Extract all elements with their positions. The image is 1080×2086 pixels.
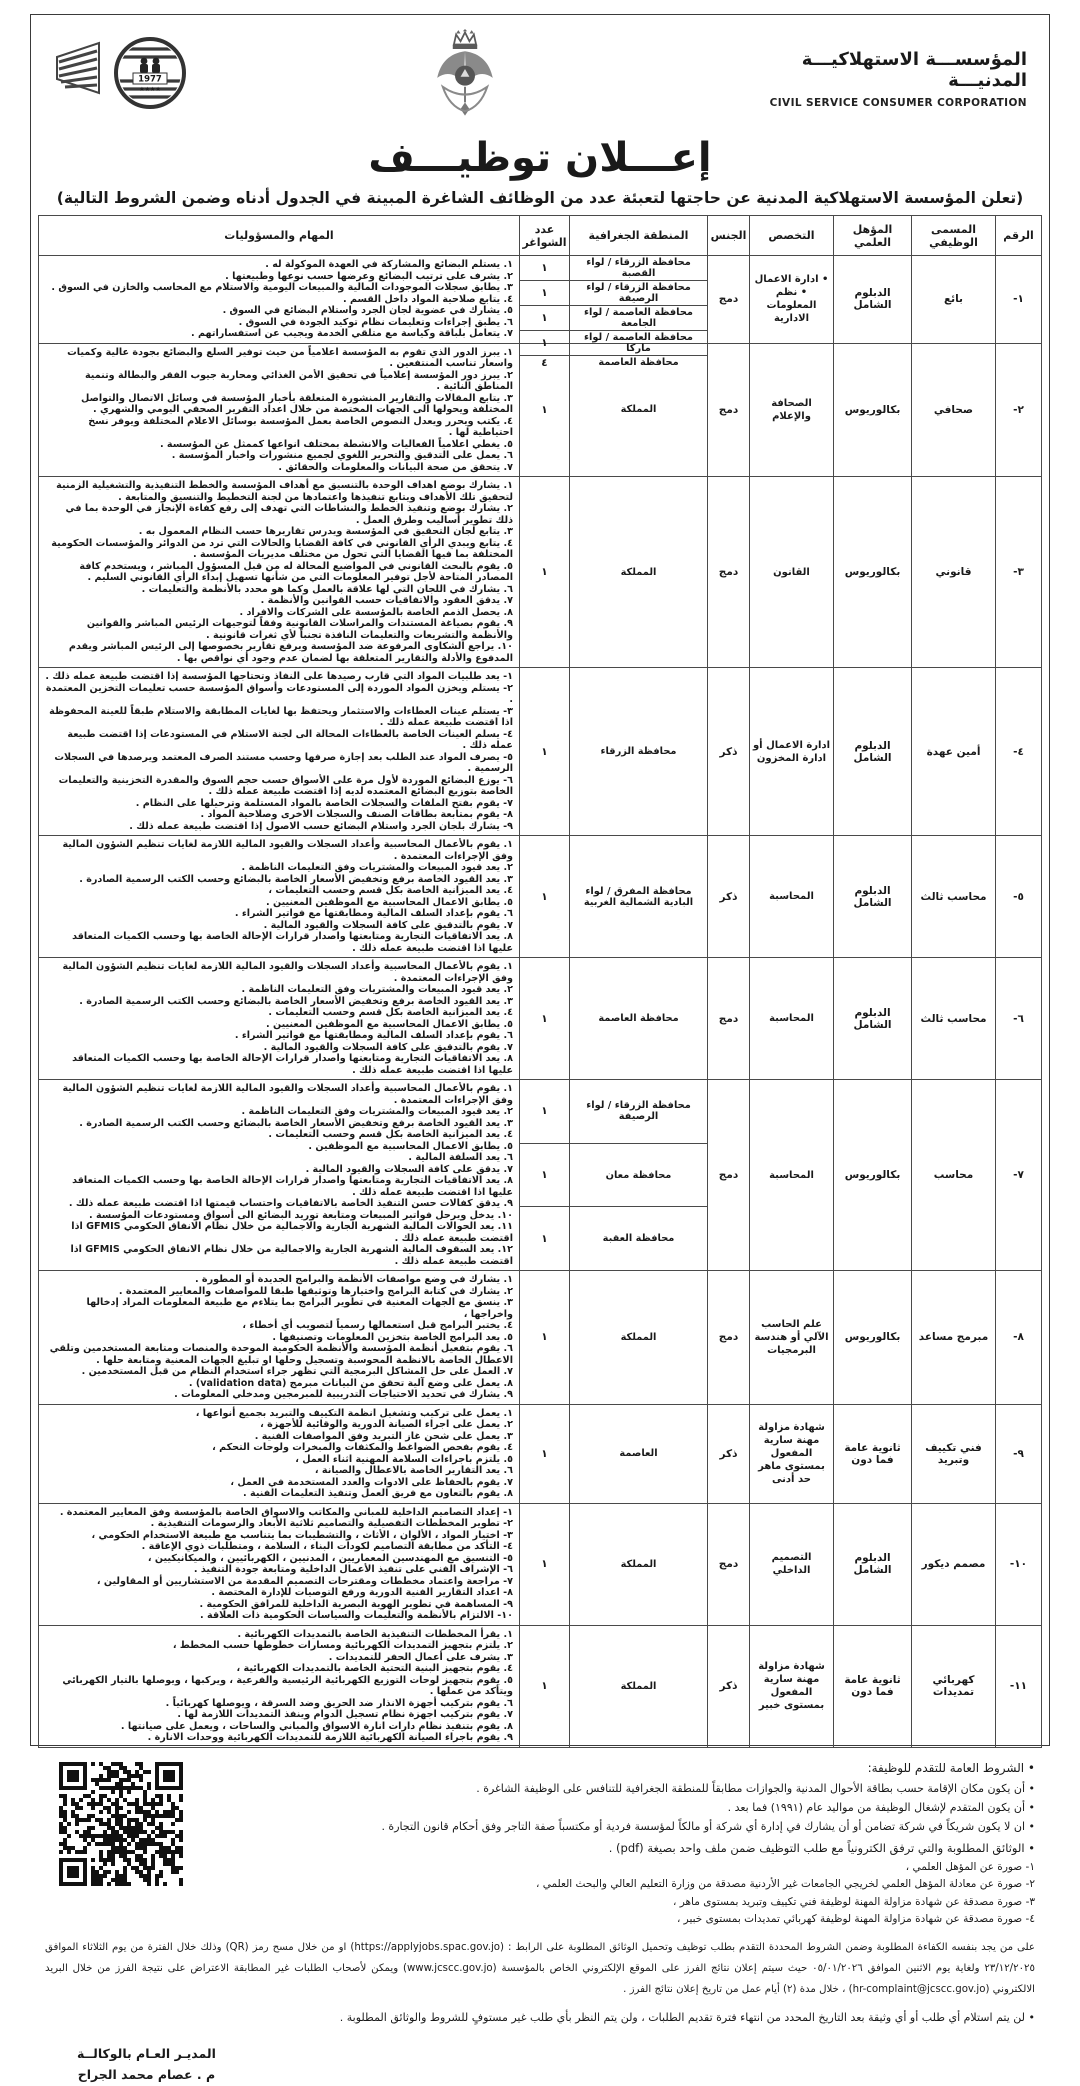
region-row	[520, 281, 707, 306]
task-line: ٣. يطابق سجلات الموجودات المالية والمبيعات اليومية والاستلام مع المحاسب والخازن في السوق .	[51, 282, 513, 293]
gender: ذكر	[708, 668, 750, 836]
specialization-line: القانون	[773, 566, 810, 578]
task-line: ٨- اعداد التقارير الفنية الدورية ورفع التوصيات للإدارة المختصة .	[211, 1587, 513, 1598]
specialization	[750, 1271, 834, 1405]
vacancy-count: ١	[541, 1169, 548, 1181]
svg-text:★★★★: ★★★★	[139, 86, 161, 93]
task-line: ١. يشارك في وضع مواصفات الأنظمة والبرامج الجديدة أو المطورة .	[194, 1274, 513, 1285]
task-line: ٩. يدقق كفالات حسن التنفيذ الخاصة بالاتفاقيات واحتساب قيمتها اذا اقتضت طبيعة عمله ذلك .	[68, 1198, 513, 1209]
task-line: ٢- تطوير المخططات التفصيلية والتصاميم ثلاثية الأبعاد والرسومات التنفيذية .	[150, 1518, 513, 1529]
task-line: ٤. يعد الميزانية الخاصة بكل قسم وحسب التعليمات .	[268, 1129, 513, 1140]
task-line: ٧- مراجعة واعتماد مخططات ومقترحات التصميم المقدمة من الاستشاريين أو المقاولين ،	[96, 1575, 513, 1587]
task-line: ٨. يعمل على وضع آلية تحقق من البيانات مبرمج (validation data) .	[188, 1377, 513, 1389]
vacancy-count: ١	[541, 287, 548, 299]
task-line: ٩. يقوم بصياغة المستندات والمراسلات القانونية وفقاً لتوجيهات الرئيس المباشر والقوانين والأنظمة والتشريعات والتعليمات النافذة تجنباً لأي ثغرات قانونية .	[86, 618, 513, 641]
row-number: ١-	[996, 256, 1042, 344]
region-name: المملكة	[570, 477, 708, 668]
qualification: الدبلوم الشامل	[834, 1503, 912, 1625]
job-title: صحافي	[912, 343, 996, 477]
task-line: ٣. ينسق مع الجهات المعنية في تطوير البرامج بما يتلاءم مع طبيعة المعلومات المراد إدخالها واخراجها ،	[86, 1297, 513, 1320]
vacancy-count: ١	[520, 668, 570, 836]
signature-block	[77, 2044, 216, 2085]
regions-cell	[520, 1080, 708, 1271]
task-line: ٣. يتابع المقالات والتقارير المنشورة المتعلقة بأخبار المؤسسة في وسائل الاتصال والتواصل المختلفة ويحولها الى الجهات المختصة من خلال اعداد التقرير الصحفي اليومي والشهري .	[81, 392, 513, 415]
gender: دمج	[708, 477, 750, 668]
job-title: كهربائي تمديدات	[912, 1625, 996, 1747]
specialization-line: • ادارة الاعمال	[754, 274, 829, 286]
job-row	[39, 1080, 1042, 1271]
task-line: ٧. يقوم بالتدقيق على كافة السجلات والقيود المالية .	[263, 1041, 513, 1053]
specialization	[750, 477, 834, 668]
job-title: قانوني	[912, 477, 996, 668]
specialization	[750, 256, 834, 344]
row-number: ١٠-	[996, 1503, 1042, 1625]
vacancy-count: ١	[541, 1105, 548, 1118]
column-header-3: التخصص	[750, 216, 834, 256]
task-line: ٢. يبرز دور المؤسسة إعلامياً في تحقيق الأمن الغذائي ومحاربة جيوب الفقر والبطالة وتنمية المناطق النائية .	[84, 369, 513, 392]
task-line: ٤. يعد الميزانية الخاصة بكل قسم وحسب التعليمات ،	[268, 885, 513, 896]
tasks-cell	[39, 1271, 520, 1405]
region-name: محافظة العاصمة / لواء ماركا	[569, 331, 707, 355]
task-line: ٩- المساهمة في تطوير الهوية البصرية الداخلية للمرافق الحكومية .	[199, 1598, 513, 1610]
conditions-list	[215, 1779, 1035, 1837]
ad-frame	[30, 14, 1050, 2082]
tasks-cell	[39, 668, 520, 836]
documents-list	[215, 1859, 1035, 1928]
task-line: ٤. يكتب ويحرر ويعدل النصوص الخاصة بعمل المؤسسة بوسائل الاعلام المختلفة ويوفر نسخ احتياطية لها .	[88, 415, 513, 438]
cscc-logo-icon	[53, 31, 203, 123]
job-title: مبرمج مساعد	[912, 1271, 996, 1405]
task-line: ١٠. يراجع الشكاوى المرفوعة ضد المؤسسة ويرفع تقارير بخصوصها إلى الرئيس المباشر ويقدم المدفوع والأدلة والتقارير المتعلقة بها لضمان عدم وجود أي نواقص بها .	[68, 641, 513, 664]
task-line: ٥. يقوم بالبحث القانوني في المواضيع المحالة له من قبل المسؤول المباشر ، ويستخدم كافة المصادر المتاحة لأجل توفير المعلومات التي من شأنها تسهيل إبداء الرأي القانوني السليم .	[79, 560, 513, 583]
task-line: ١. يعمل على تركيب وتشغيل انظمة التكييف والتبريد بجميع أنواعها ،	[195, 1407, 513, 1419]
task-line: ١٠. يدخل ويرحل فواتير المبيعات ومتابعة توريد البضائع الى أسواق ومستودعات المؤسسة .	[88, 1209, 513, 1221]
job-row	[39, 668, 1042, 836]
task-line: ٩- يشارك بلجان الجرد واستلام البضائع حسب الاصول إذا اقتضت طبيعة عمله ذلك .	[129, 820, 513, 832]
job-row	[39, 836, 1042, 958]
task-line: ٣- اختيار المواد ، الألوان ، الأثاث ، والتشطيبات بما يتناسب مع طبيعة الاستخدام الحكومي ،	[91, 1529, 513, 1541]
row-number: ١١-	[996, 1625, 1042, 1747]
row-number: ٣-	[996, 477, 1042, 668]
region-name: محافظة الزرقاء / لواء القصبة	[569, 256, 707, 280]
vacancy-count: ١	[520, 343, 570, 477]
document-item: ٤- صورة مصدقة عن شهادة مزاولة المهنة لوظيفة كهربائي تمديدات بمستوى خبير ،	[676, 1912, 1035, 1925]
task-line: ١. يقوم بالأعمال المحاسبية وأعداد السجلات والقيود المالية اللازمة لغايات تنظيم الشؤون المالية وفق الإجراءات المعتمدة .	[62, 1083, 513, 1106]
tasks-list	[39, 836, 519, 957]
task-line: ٨. يحصل الذمم الخاصة بالمؤسسة على الشركات والافراد .	[239, 606, 513, 618]
qualification: بكالوريوس	[834, 477, 912, 668]
job-title: مصمم ديكور	[912, 1503, 996, 1625]
org-name-arabic: المؤسســـة الاستهلاكيـــة المدنيـــة	[801, 49, 1027, 91]
tasks-list	[39, 1626, 519, 1747]
job-title: أمين عهدة	[912, 668, 996, 836]
task-line: ٧. يدقق العقود والاتفاقيات حسب القوانين والأنظمة .	[260, 595, 513, 606]
task-line: ٨. يعد الاتفاقيات التجارية ومتابعتها واصدار قرارات الإحالة الخاصة بها وحسب الكميات المتعاقد عليها اذا اقتضت طبيعة عمله ذلك .	[72, 1175, 513, 1198]
tasks-cell	[39, 256, 520, 344]
task-line: ٣. يعد القيود الخاصة برفع وتخفيض الأسعار الخاصة بالبضائع وحسب الكتب الرسمية الصادرة .	[79, 995, 513, 1007]
column-header-1: المسمى الوظيفي	[912, 216, 996, 256]
task-line: ٣. يعد القيود الخاصة برفع وتخفيض الأسعار الخاصة بالبضائع وحسب الكتب الرسمية الصادرة .	[79, 1117, 513, 1129]
task-line: ١. يشارك بوضع اهداف الوحدة بالتنسيق مع أهداف المؤسسة والخطط التنفيذية والتشغيلية الزمنية لتحقيق تلك الأهداف ويتابع تنفيذها واعتمادها من لجنة التخطيط والتنسيق والمتابعة .	[56, 480, 513, 503]
specialization-line: ادارة الاعمال أو ادارة المخزون	[752, 739, 831, 764]
task-line: ٧. يقوم بالحفاظ على الادوات والعدد المستخدمة في العمل ،	[230, 1476, 513, 1488]
job-title: محاسب ثالث	[912, 958, 996, 1080]
specialization	[750, 836, 834, 958]
task-line: ٦. يعد السلفة المالية .	[408, 1152, 513, 1163]
tasks-cell	[39, 1404, 520, 1503]
regions-list	[520, 1080, 707, 1270]
tasks-list	[39, 668, 519, 835]
job-row	[39, 958, 1042, 1080]
vacancy-count: ١	[520, 477, 570, 668]
task-line: ٨. يقوم بتنفيذ نظام دارات انارة الاسواق والمباني والساحات ، ويعمل على صيانتها .	[120, 1720, 513, 1732]
qualification: بكالوريوس	[834, 343, 912, 477]
task-line: ٥. يشارك في عضوية لجان الجرد واستلام البضائع في السوق .	[222, 305, 513, 316]
task-line: ٨. يعد الاتفاقيات التجارية ومتابعتها واصدار قرارات الإحالة الخاصة بها وحسب الكميات المتعاقد عليها اذا اقتضت طبيعة عمله ذلك .	[72, 1053, 513, 1076]
task-line: ٧- يقوم بفتح الملفات والسجلات الخاصة بالمواد المستلمة وترحيلها على النظام .	[135, 797, 513, 809]
task-line: ٢. يعمل على اجراء الصيانة الدورية والوقائية للأجهزة ،	[260, 1419, 513, 1430]
region-name: المملكة	[570, 343, 708, 477]
task-line: ٥. يطابق الاعمال المحاسبية مع الموظفين .	[308, 1140, 513, 1152]
vacancy-count: ١	[520, 836, 570, 958]
specialization-line: المحاسبة	[769, 1013, 814, 1024]
task-line: ٥. يغطي اعلامياً الفعاليات والانشطة بمختلف انواعها كممثل عن المؤسسة .	[159, 438, 513, 450]
task-line: ٥. يلتزم باجراءات السلامة المهنية اثناء العمل ،	[295, 1453, 513, 1465]
task-line: ٧. يقوم بتركيب اجهزة نظام تسجيل الدوام وينفذ التمديدات اللازمة لها .	[177, 1709, 513, 1720]
task-line: ٢. يشرف على ترتيب البضائع وعرضها حسب نوعها وطبيعتها .	[225, 270, 513, 282]
region-name: محافظة معان	[569, 1144, 707, 1207]
condition-item: • ان لا يكون شريكاً في شركة تضامن أو أن يشارك في إدارة أي شركة أو مالكاً لمؤسسة فردية أو مكتسباً صفة التاجر وفق أحكام قانون التجارة .	[381, 1820, 1035, 1833]
ad-title: إعـــلان توظيـــف	[368, 135, 712, 181]
job-row	[39, 1404, 1042, 1503]
task-line: ٥- يصرف المواد عند الطلب بعد إجازة صرفها وحسب مستند الصرف المعتمد ويرصدها في السجلات الرسمية .	[54, 751, 513, 774]
documents-heading: • الوثائق المطلوبة والتي ترفق الكترونياً مع طلب التوظيف ضمن ملف واحد بصيغة (pdf) .	[608, 1841, 1035, 1856]
task-line: ٩. يقوم باجراء الصيانة الكهربائية اللازمة للتمديدات الكهربائية ووحدات الانارة .	[147, 1732, 513, 1743]
tasks-list	[39, 1271, 519, 1404]
gender: ذكر	[708, 836, 750, 958]
vacancy-count: ١	[520, 958, 570, 1080]
task-line: ١. يقرأ المخططات التنفيذية الخاصة بالتمديدات الكهربائية .	[237, 1628, 513, 1640]
task-line: ١- يعد طلبيات المواد التي قارب رصيدها على النفاذ وتحتاجها المؤسسة إذا اقتضت طبيعة عمله ذلك .	[45, 671, 513, 682]
column-header-0: الرقم	[996, 216, 1042, 256]
vacancies-table	[38, 215, 1042, 1748]
task-line: ٤- يسلم العينات الخاصة بالعطاءات المحالة الى لجنة الاستلام في المستودعات إذا اقتضت طبيعة عمله ذلك .	[67, 728, 513, 751]
task-line: ٣- يستلم عينات العطاءات والاستثمار ويحتفظ بها لغايات المطابقة والاستلام طبقاً للعينة المحفوظة اذا اقتضت طبيعة عمله ذلك .	[49, 705, 513, 728]
document-item: ٢- صورة عن معادلة المؤهل العلمي لخريجي الجامعات غير الأردنية مصدقة من وزارة التعليم العالي والبحث العلمي ،	[536, 1878, 1035, 1891]
row-number: ٦-	[996, 958, 1042, 1080]
tasks-list	[39, 477, 519, 667]
final-note: • لن يتم استلام أي طلب أو أي وثيقة بعد التاريخ المحدد من انتهاء فترة تقديم الطلبات ، ولن يتم النظر بأي طلب غير مستوفٍ للشروط والوثائق المطلوبة .	[339, 2010, 1035, 2024]
task-line: ١١. يعد الحوالات المالية الشهرية الجارية والاجمالية من خلال نظام الانفاق الحكومي GFMIS اذا اقتضت طبيعة عمله ذلك .	[71, 1221, 513, 1244]
job-title: محاسب	[912, 1080, 996, 1271]
specialization-line: علم الحاسب الآلي أو هندسة البرمجيات	[754, 1318, 829, 1356]
logo-year-text: 1977	[138, 74, 162, 85]
specialization	[750, 343, 834, 477]
task-line: ٩. يشارك في تحديد الاحتياجات التدريبية للمبرمجين ومدخلي المعلومات .	[174, 1389, 513, 1400]
org-names	[727, 31, 1027, 109]
qualification: الدبلوم الشامل	[834, 958, 912, 1080]
vacancy-count: ١	[541, 312, 548, 324]
jordan-coat-of-arms-icon	[420, 29, 510, 129]
vacancy-count: ١	[520, 1625, 570, 1747]
specialization-line: المحاسبة	[769, 891, 814, 902]
qualification: الدبلوم الشامل	[834, 836, 912, 958]
task-line: ١- إعداد التصاميم الداخلية للمباني والمكاتب والاسواق الخاصة بالمؤسسة وفق المعايير المعتمدة .	[59, 1506, 513, 1518]
vacancy-count: ١	[541, 1232, 548, 1245]
region-row	[520, 1207, 707, 1270]
gender: ذكر	[708, 1625, 750, 1747]
specialization-line: التصميم الداخلي	[771, 1552, 812, 1576]
vacancy-count: ٤	[541, 356, 548, 369]
qualification: الدبلوم الشامل	[834, 668, 912, 836]
column-header-2: المؤهل العلمي	[834, 216, 912, 256]
job-row	[39, 1625, 1042, 1747]
task-line: ٢. يشارك بوضع وتنفيذ الخطط والنشاطات التي تهدف إلى رفع كفاءة الإنجاز في الوحدة بما في ذلك تطوير أساليب وطرق العمل .	[65, 503, 513, 526]
task-line: ٥. يطابق الاعمال المحاسبية مع الموظفين المعنيين .	[265, 1018, 513, 1030]
tasks-list	[39, 1080, 519, 1270]
task-line: ٥. يقوم بتجهيز لوحات التوزيع الكهربائية الرئيسية والفرعية ، ويركبها ، ويوصلها بالتيار الكهربائي ويتأكد من عملها .	[62, 1674, 513, 1697]
vacancy-count: ١	[520, 1271, 570, 1405]
signature-name: م . عصام محمد الجراح	[77, 2066, 216, 2082]
qualification: الدبلوم الشامل	[834, 256, 912, 344]
column-header-5: المنطقة الجغرافية	[570, 216, 708, 256]
region-name: محافظة المفرق / لواء البادية الشمالية الغربية	[570, 836, 708, 958]
task-line: ٤. يتابع صلاحية المواد داخل القسم .	[343, 293, 513, 305]
task-line: ٧. يتعامل بلباقة وكياسة مع متلقي الخدمة ويجيب عن استفساراتهم .	[191, 328, 513, 339]
specialization	[750, 1503, 834, 1625]
region-name: محافظة العاصمة	[570, 958, 708, 1080]
specialization-line: شهادة مزاولة مهنة سارية المفعول بمستوى خبير	[758, 1661, 825, 1711]
region-row	[520, 331, 707, 356]
task-line: ١. يبرز الدور الذي تقوم به المؤسسة اعلامياً من حيث توفير السلع والبضائع بجودة عالية وكميات واسعار تناسب المنتفعين .	[67, 346, 513, 369]
job-row	[39, 256, 1042, 344]
specialization	[750, 1625, 834, 1747]
task-line: ٤. يقوم بفحص الضواغط والمكثفات والمبخرات ولوحات التحكم ،	[212, 1442, 513, 1453]
qualification: بكالوريوس	[834, 1080, 912, 1271]
tasks-list	[39, 256, 519, 343]
task-line: ٨. يعد الاتفاقيات التجارية ومتابعتها واصدار قرارات الإحالة الخاصة بها وحسب الكميات المتعاقد عليها اذا اقتضت طبيعة عمله ذلك .	[72, 931, 513, 954]
task-line: ٥- التنسيق مع المهندسين المعماريين ، المدنيين ، الكهربائيين ، والميكانيكيين ،	[147, 1552, 513, 1564]
tasks-list	[39, 344, 519, 477]
task-line: ٧. العمل على حل المشاكل البرمجية التي تظهر جراء استخدام النظام من قبل المستخدمين .	[81, 1366, 513, 1377]
specialization	[750, 1404, 834, 1503]
qualification: ثانوية عامة فما دون	[834, 1404, 912, 1503]
specialization-line: المحاسبة	[769, 1169, 814, 1181]
task-line: ٥. يعد البرامج الخاصة بتخزين المعلومات وتصنيفها .	[272, 1331, 513, 1343]
row-number: ٢-	[996, 343, 1042, 477]
bottom-section	[31, 1748, 1049, 2082]
task-line: ٢. يعد قيود المبيعات والمشتريات وفق التعليمات الناظمة .	[241, 1106, 513, 1117]
task-line: ٦. يطبق إجراءات وتعليمات نظام توكيد الجودة في السوق .	[238, 316, 513, 328]
gender: دمج	[708, 1503, 750, 1625]
document-item: ٣- صورة مصدقة عن شهادة مزاولة المهنة لوظيفة فني تكييف وتبريد بمستوى ماهر ،	[672, 1895, 1035, 1908]
task-line: ٢- يستلم ويخزن المواد الموردة إلى المستودعات وأسواق المؤسسة حسب تعليمات التخزين المعتمدة .	[45, 682, 513, 705]
ad-subtitle: (تعلن المؤسسة الاستهلاكية المدنية عن حاجتها لتعبئة عدد من الوظائف الشاغرة المبينة في الجدول أدناه وضمن الشروط التالية)	[56, 189, 1024, 207]
task-line: ٦. يقوم بإعداد السلف المالية ومطابقتها مع فواتير الشراء .	[234, 908, 513, 919]
specialization-line: الصحافة والإعلام	[771, 397, 812, 422]
tasks-cell	[39, 1625, 520, 1747]
row-number: ٨-	[996, 1271, 1042, 1405]
task-line: ٥. يطابق الاعمال المحاسبية مع الموظفين المعنيين .	[265, 896, 513, 908]
specialization	[750, 1080, 834, 1271]
tasks-cell	[39, 1080, 520, 1271]
conditions-block	[45, 1758, 1035, 1929]
column-header-7: المهام والمسؤوليات	[39, 216, 520, 256]
apply-paragraph: على من يجد بنفسه الكفاءة المطلوبة وضمن الشروط المحددة التقدم بطلب توظيف وتحميل الوثائق المطلوبة على الرابط : (https://applyjobs.spac.gov.jo) او من خلال مسح رمز (QR) وذلك خلال الفترة من يوم الثلاثاء الموافق ٢٣/١٢/٢٠٢٥ ولغاية يوم الاثنين الموافق ٠٥/٠١/٢٠٢٦ حيث سيتم إعلان نتائج الفرز على الموقع الإلكتروني الخاص بالمؤسسة (www.jcscc.gov.jo) ويمكن لأصحاب الطلبات غير المطابقة الاعتراض على نتيجة الفرز من خلال البريد الالكتروني (hr-complaint@jcscc.gov.jo) ، خلال مدة (٢) أيام عمل من تاريخ إعلان نتائج الفرز .	[45, 1942, 1035, 1995]
task-line: ١. يقوم بالأعمال المحاسبية وأعداد السجلات والقيود المالية اللازمة لغايات تنظيم الشؤون المالية وفق الإجراءات المعتمدة .	[62, 839, 513, 862]
task-line: ٧. يدقق على كافة السجلات والقيود المالية .	[305, 1163, 513, 1175]
tasks-cell	[39, 836, 520, 958]
task-line: ٧. يتحقق من صحة البيانات والمعلومات والحقائق .	[278, 461, 513, 473]
tasks-list	[39, 958, 519, 1079]
task-line: ٣. يعد القيود الخاصة برفع وتخفيض الأسعار الخاصة بالبضائع وحسب الكتب الرسمية الصادرة .	[79, 873, 513, 885]
region-name: المملكة	[570, 1271, 708, 1405]
specialization	[750, 668, 834, 836]
tasks-cell	[39, 477, 520, 668]
region-name: محافظة العاصمة	[569, 356, 707, 369]
regions-cell	[520, 256, 708, 369]
org-name-english: CIVIL SERVICE CONSUMER CORPORATION	[769, 97, 1027, 109]
region-name: محافظة الزرقاء / لواء الرصيفة	[569, 1080, 707, 1143]
region-name: محافظة العقبة	[569, 1207, 707, 1270]
row-number: ٩-	[996, 1404, 1042, 1503]
task-line: ٤. يعد الميزانية الخاصة بكل قسم وحسب التعليمات .	[268, 1007, 513, 1018]
conditions-heading: • الشروط العامة للتقدم للوظيفة:	[867, 1760, 1035, 1775]
region-row	[520, 356, 707, 369]
specialization-line: • نظم المعلومات الادارية	[766, 287, 817, 325]
tasks-list	[39, 1405, 519, 1503]
row-number: ٧-	[996, 1080, 1042, 1271]
regions-list	[520, 256, 707, 369]
region-name: العاصمة	[570, 1404, 708, 1503]
task-line: ٤- التأكد من مطابقة التصاميم لكودات البناء ، السلامة ، ومتطلبات ذوي الإعاقة .	[141, 1541, 513, 1552]
task-line: ٦. يشارك في اللجان التي لها علاقة بالعمل وكما هو محدد بالأنظمة والتعليمات .	[141, 583, 513, 595]
task-line: ٨. يقوم بالتعاون مع فريق العمل وتنفيذ التعليمات الفنية .	[243, 1488, 513, 1499]
tasks-cell	[39, 343, 520, 477]
task-line: ٦- يوزع البضائع الموردة لأول مرة على الأسواق حسب حجم السوق والمقدرة التخزينية والتعليمات الخاصة بتوزيع البضائع المعتمده لديه إذا اقتضت طبيعة عمله ذلك .	[58, 774, 513, 797]
tasks-list	[39, 1504, 519, 1625]
region-name: المملكة	[570, 1625, 708, 1747]
job-title: فني تكييف وتبريد	[912, 1404, 996, 1503]
task-line: ٦- الإشراف الفني على تنفيذ الأعمال الداخلية ومتابعة جودة التنفيذ .	[193, 1564, 513, 1575]
vacancy-count: ١	[520, 1404, 570, 1503]
job-row	[39, 477, 1042, 668]
task-line: ١٢. يعد السقوف المالية الشهرية الجارية والاجمالية من خلال نظام الانفاق الحكومي GFMIS اذا اقتضت طبيعة عمله ذلك .	[70, 1244, 513, 1267]
tasks-cell	[39, 1503, 520, 1625]
region-row	[520, 306, 707, 331]
vacancy-count: ١	[520, 1503, 570, 1625]
gender: دمج	[708, 1080, 750, 1271]
region-name: محافظة الزرقاء / لواء الرصيفة	[569, 281, 707, 305]
task-line: ٢. يعد قيود المبيعات والمشتريات وفق التعليمات الناظمة .	[241, 862, 513, 873]
region-row	[520, 1080, 707, 1144]
task-line: ١٠- الالتزام بالأنظمة والتعليمات والسياسات الحكومية ذات العلاقة .	[200, 1610, 513, 1621]
task-line: ٤. يقوم بتجهيز البنية التحتية الخاصة بالتمديدات الكهربائية ،	[236, 1663, 513, 1674]
task-line: ٦. يقوم بتفعيل أنظمة المؤسسة والأنظمة الحكومية الموحدة والمنصات ومتابعة المستخدمين وتلقي الاعطال الخاصة بالانظمة المحوسبة وتسجيل وحلها او تبليغ الجهات المعنية ومتابعة حلها .	[49, 1343, 513, 1366]
job-title: محاسب ثالث	[912, 836, 996, 958]
task-line: ٦. يقوم بتركيب أجهزة الانذار ضد الحريق وضد السرقة ، ويوصلها كهربائياً .	[165, 1697, 513, 1709]
task-line: ٨- يقوم بمتابعة بطاقات الصنف والسجلات الاخرى وصلاحية المواد .	[200, 809, 513, 820]
task-line: ٢. يلتزم بتجهيز التمديدات الكهربائية ومسارات خطوطها حسب المخطط ،	[172, 1640, 513, 1651]
region-name: المملكة	[570, 1503, 708, 1625]
task-line: ٣. يشرف على أعمال الحفر للتمديدات .	[328, 1651, 513, 1663]
qr-code	[55, 1758, 187, 1890]
task-line: ٦. يقوم بإعداد السلف المالية ومطابقتها مع فواتير الشراء .	[234, 1030, 513, 1041]
masthead	[31, 15, 1049, 133]
task-line: ٢. يشارك في كتابة البرامج واختيارها وتوثيقها طبقا للمواصفات والمعايير المعتمدة .	[118, 1285, 513, 1297]
job-row	[39, 1271, 1042, 1405]
condition-item: • أن يكون المتقدم لإشغال الوظيفة من مواليد عام (١٩٩١) فما بعد .	[727, 1800, 1035, 1814]
specialization-line: شهادة مزاولة مهنة سارية المفعول بمستوى ماهر حد أدنى	[758, 1422, 825, 1485]
row-number: ٥-	[996, 836, 1042, 958]
task-line: ٧. يقوم بالتدقيق على كافة السجلات والقيود المالية .	[263, 919, 513, 931]
region-name: محافظة العاصمة / لواء الجامعة	[569, 306, 707, 330]
signature-title: المديـر العـام بالوكالــة	[77, 2046, 216, 2062]
row-number: ٤-	[996, 668, 1042, 836]
condition-item: • أن يكون مكان الإقامة حسب بطاقة الأحوال المدنية والجوازات مطابقاً للمنطقة الجغرافية للتنافس على الوظيفة الشاغرة .	[476, 1781, 1035, 1795]
column-header-4: الجنس	[708, 216, 750, 256]
gender: دمج	[708, 343, 750, 477]
task-line: ٦. يعمل على التدقيق والتحرير اللغوي لجميع منشورات واخبار المؤسسة .	[171, 450, 513, 461]
task-line: ٤. يختبر البرامج قبل استعمالها رسمياً لتصويب أي أخطاء ،	[242, 1320, 513, 1331]
region-row	[520, 1144, 707, 1208]
job-title: بائع	[912, 256, 996, 344]
tasks-cell	[39, 958, 520, 1080]
specialization	[750, 958, 834, 1080]
task-line: ٤. يتابع ويبدي الرأي القانوني في كافة القضايا والحالات التي ترد من الدوائر والمؤسسات الحكومية المختلفة بما فيها القضايا التي تحول من مختلف مديريات المؤسسة .	[51, 537, 513, 560]
document-item: ١- صورة عن المؤهل العلمي ،	[905, 1860, 1035, 1873]
region-row	[520, 256, 707, 281]
job-row	[39, 1503, 1042, 1625]
task-line: ١. يقوم بالأعمال المحاسبية وأعداد السجلات والقيود المالية اللازمة لغايات تنظيم الشؤون المالية وفق الإجراءات المعتمدة .	[62, 961, 513, 984]
gender: ذكر	[708, 1404, 750, 1503]
gender: دمج	[708, 958, 750, 1080]
qualification: ثانوية عامة فما دون	[834, 1625, 912, 1747]
vacancy-count: ١	[541, 262, 548, 274]
task-line: ١. يستلم البضائع والمشاركة في العهدة الموكولة له .	[265, 259, 513, 270]
task-line: ٢. يعد قيود المبيعات والمشتريات وفق التعليمات الناظمة .	[241, 984, 513, 995]
vacancy-count: ١	[541, 337, 548, 349]
gender: دمج	[708, 256, 750, 344]
qualification: بكالوريوس	[834, 1271, 912, 1405]
task-line: ٣. يتابع لجان التحقيق في المؤسسة ويدرس تقاريرها حسب النظام المعمول به .	[138, 526, 513, 537]
gender: دمج	[708, 1271, 750, 1405]
task-line: ٣. يعمل على شحن غاز التبريد وفق المواصفات الفنية .	[254, 1430, 513, 1442]
task-line: ٦. يعد التقارير الخاصة بالاعطال والصيانة ،	[314, 1465, 513, 1476]
column-header-6: عدد الشواغر	[520, 216, 570, 256]
region-name: محافظة الزرقاء	[570, 668, 708, 836]
